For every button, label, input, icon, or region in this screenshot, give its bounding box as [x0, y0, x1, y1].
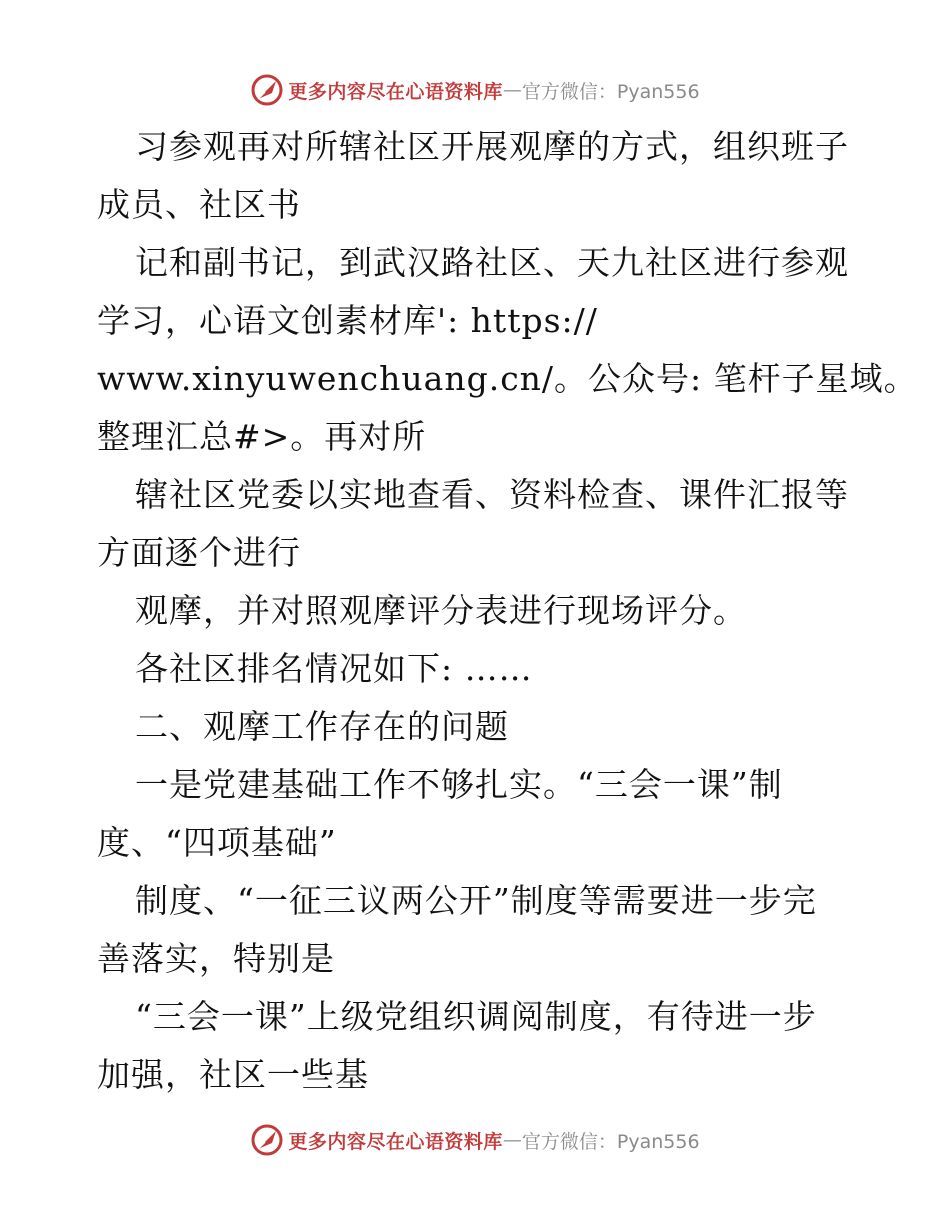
watermark-wechat-text: 官方微信：Pyan556 — [521, 1130, 700, 1153]
body-line: 方面逐个进行 — [97, 533, 301, 572]
body-line-url: www.xinyuwenchuang.cn/。公众号: 笔杆子星域。 — [97, 359, 918, 398]
body-line: 成员、社区书 — [97, 185, 301, 224]
body-line: “三会一课”上级党组织调阅制度，有待进一步 — [135, 997, 817, 1036]
section-heading: 二、观摩工作存在的问题 — [135, 707, 509, 746]
body-line: 学习，心语文创素材库': https:// — [97, 301, 598, 340]
header-watermark — [0, 70, 950, 110]
body-line: 辖社区党委以实地查看、资料检查、课件汇报等 — [135, 475, 849, 514]
watermark-wechat-text: 官方微信：Pyan556 — [521, 80, 700, 103]
body-line: 制度、“一征三议两公开”制度等需要进一步完 — [135, 881, 817, 920]
document-body — [97, 118, 918, 1104]
footer-watermark — [0, 1120, 950, 1160]
body-line: 加强，社区一些基 — [97, 1055, 369, 1094]
body-line: 记和副书记，到武汉路社区、天九社区进行参观 — [135, 243, 849, 282]
body-line: 一是党建基础工作不够扎实。“三会一课”制 — [135, 765, 783, 804]
watermark-brand-text: 更多内容尽在心语资料库 — [288, 1130, 503, 1153]
body-line: 习参观再对所辖社区开展观摩的方式，组织班子 — [135, 127, 849, 166]
body-line: 各社区排名情况如下: …… — [135, 649, 533, 688]
watermark-dash: — — [502, 1129, 522, 1151]
watermark-dash: — — [502, 79, 522, 101]
body-line: 整理汇总#>。再对所 — [97, 417, 427, 456]
watermark-brand-text: 更多内容尽在心语资料库 — [288, 80, 503, 103]
body-line: 度、“四项基础” — [97, 823, 337, 862]
quill-logo-icon — [250, 1123, 284, 1157]
body-line: 善落实，特别是 — [97, 939, 335, 978]
quill-logo-icon — [250, 73, 284, 107]
body-line: 观摩，并对照观摩评分表进行现场评分。 — [135, 591, 747, 630]
